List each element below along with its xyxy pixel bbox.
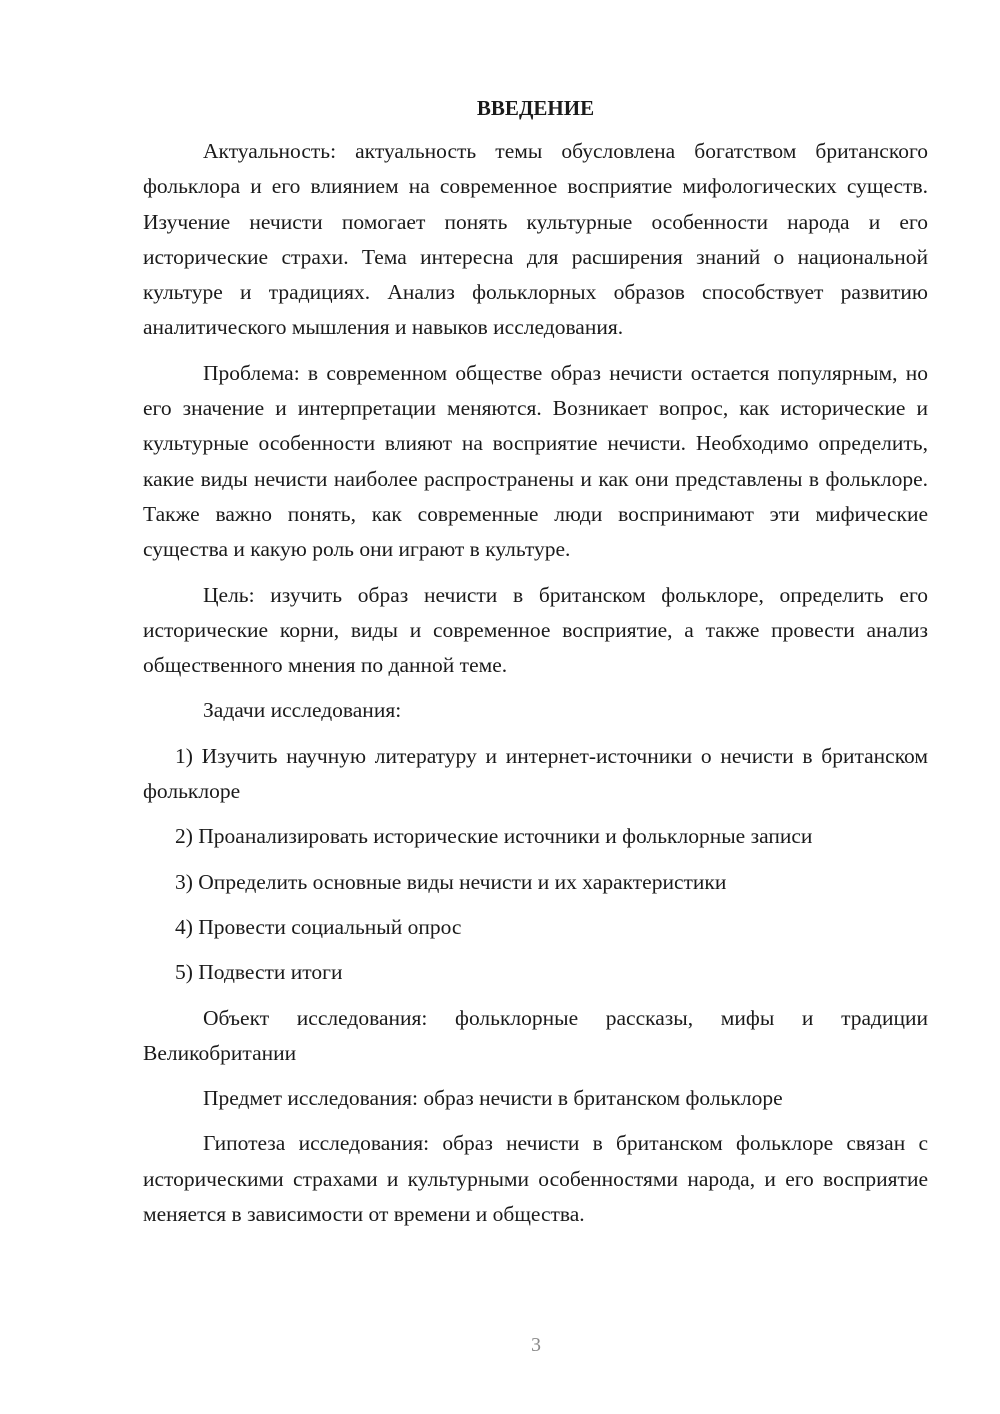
tasks-heading: Задачи исследования: [203,698,402,723]
paragraph-problem: Проблема: в современном обществе образ нечисти остается популярным, но его значение и интерпретации меняются. Возникает вопрос, как исторические и культурные особенности влияют на восприятие нечисти. Необходимо определить, какие виды нечисти наиболее распространены и как они представлены в фольклоре. Также важно понять, как современные люди воспринимают эти мифические существа и какую роль они играют в культуре. [143,360,928,562]
task-item: 5) Подвести итоги [175,960,343,985]
document-page [143,92,928,1242]
paragraph-goal: Цель: изучить образ нечисти в британском фольклоре, определить его исторические корни, виды и современное восприятие, а также провести анализ общественного мнения по данной теме. [143,582,928,678]
paragraph-object: Объект исследования: фольклорные рассказы, мифы и традиции Великобритании [143,1005,928,1065]
task-item: 1) Изучить научную литературу и интернет-источники о нечисти в британском фольклоре [143,743,928,804]
task-item: 2) Проанализировать исторические источники и фольклорные записи [175,824,813,849]
paragraph-subject: Предмет исследования: образ нечисти в британском фольклоре [203,1086,783,1111]
task-item: 4) Провести социальный опрос [175,914,462,939]
paragraph-hypothesis: Гипотеза исследования: образ нечисти в британском фольклоре связан с историческими страхами и культурными особенностями народа, и его восприятие меняется в зависимости от времени и общества. [143,1131,928,1227]
section-title: ВВЕДЕНИЕ [476,96,595,120]
task-item: 3) Определить основные виды нечисти и их характеристики [175,869,727,894]
paragraph-relevance: Актуальность: актуальность темы обусловлена богатством британского фольклора и его влиянием на современное восприятие мифологических существ. Изучение нечисти помогает понять культурные особенности народа и его исторические страхи. Тема интересна для расширения знаний о национальной культуре и традициях. Анализ фольклорных образов способствует развитию аналитического мышления и навыков исследования. [143,139,928,340]
page-number: 3 [531,1334,541,1356]
